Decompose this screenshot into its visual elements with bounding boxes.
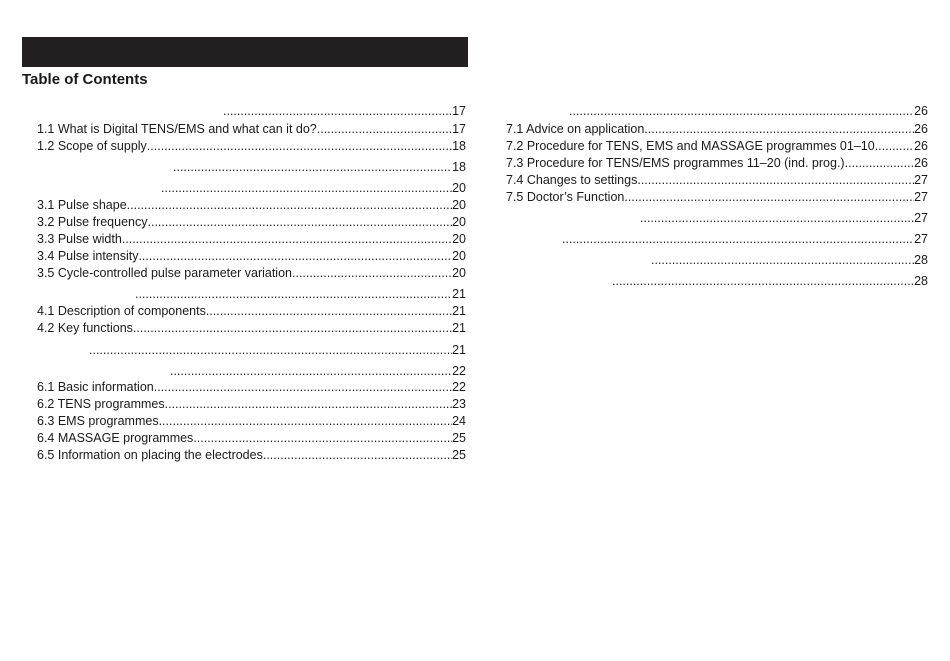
toc-entry[interactable] (37, 430, 466, 447)
toc-page-number: 20 (452, 198, 466, 212)
toc-entry[interactable] (37, 248, 466, 265)
toc-dot-leader (173, 159, 452, 176)
toc-dot-leader (223, 103, 452, 120)
toc-chapter-entry[interactable] (506, 273, 928, 290)
toc-entry[interactable] (37, 379, 466, 396)
toc-page-number: 28 (914, 253, 928, 267)
toc-page-number: 27 (914, 232, 928, 246)
toc-entry[interactable] (506, 172, 928, 189)
toc-dot-leader (263, 447, 452, 464)
toc-page-number: 20 (452, 215, 466, 229)
toc-entry-label: 6.2 TENS programmes (37, 397, 165, 411)
toc-entry[interactable] (37, 214, 466, 231)
toc-page-number: 21 (452, 321, 466, 335)
toc-page-number: 22 (452, 380, 466, 394)
toc-chapter-entry[interactable] (37, 286, 466, 303)
toc-dot-leader (875, 138, 914, 155)
toc-entry-label: 7.4 Changes to settings (506, 173, 638, 187)
toc-dot-leader (206, 303, 452, 320)
toc-page-number: 22 (452, 364, 466, 378)
toc-entry-label: 1.2 Scope of supply (37, 139, 147, 153)
toc-page-number: 27 (914, 211, 928, 225)
toc-entry[interactable] (37, 320, 466, 337)
toc-page-number: 24 (452, 414, 466, 428)
toc-entry[interactable] (506, 189, 928, 206)
toc-entry-label: 3.5 Cycle-controlled pulse parameter variation (37, 266, 292, 280)
toc-dot-leader (193, 430, 452, 447)
toc-entry[interactable] (506, 121, 928, 138)
toc-entry-label: 1.1 What is Digital TENS/EMS and what can it do? (37, 122, 317, 136)
toc-page-number: 17 (452, 122, 466, 136)
toc-entry-label: 4.2 Key functions (37, 321, 133, 335)
toc-dot-leader (148, 214, 453, 231)
toc-entry[interactable] (37, 396, 466, 413)
toc-dot-leader (147, 138, 452, 155)
toc-page-number: 20 (452, 249, 466, 263)
toc-chapter-entry[interactable] (37, 103, 466, 120)
toc-dot-leader (637, 172, 914, 189)
toc-page-number: 26 (914, 122, 928, 136)
toc-chapter-entry[interactable] (506, 103, 928, 120)
toc-dot-leader (651, 252, 914, 269)
toc-page-number: 23 (452, 397, 466, 411)
toc-entry-label: 7.5 Doctor’s Function (506, 190, 625, 204)
toc-dot-leader (170, 363, 452, 380)
toc-chapter-entry[interactable] (506, 231, 928, 248)
toc-dot-leader (612, 273, 914, 290)
toc-dot-leader (562, 231, 914, 248)
toc-entry-label: 6.3 EMS programmes (37, 414, 159, 428)
toc-dot-leader (845, 155, 915, 172)
toc-title: Table of Contents (22, 71, 148, 88)
toc-entry-label: 7.3 Procedure for TENS/EMS programmes 11–20 (ind. prog.) (506, 156, 845, 170)
toc-entry[interactable] (37, 265, 466, 282)
toc-dot-leader (165, 396, 452, 413)
toc-chapter-entry[interactable] (506, 252, 928, 269)
toc-page-number: 17 (452, 104, 466, 118)
toc-entry[interactable] (37, 447, 466, 464)
toc-entry-label: 3.1 Pulse shape (37, 198, 127, 212)
toc-dot-leader (127, 197, 452, 214)
toc-dot-leader (138, 248, 452, 265)
toc-entry[interactable] (37, 231, 466, 248)
toc-dot-leader (644, 121, 914, 138)
toc-entry-label: 7.1 Advice on application (506, 122, 645, 136)
toc-entry[interactable] (506, 138, 928, 155)
toc-entry[interactable] (37, 138, 466, 155)
header-bar (22, 37, 468, 67)
toc-page-number: 21 (452, 287, 466, 301)
toc-page-number: 25 (452, 431, 466, 445)
toc-entry-label: 6.5 Information on placing the electrodes (37, 448, 263, 462)
toc-dot-leader (154, 379, 452, 396)
toc-page-number: 26 (914, 104, 928, 118)
toc-dot-leader (135, 286, 452, 303)
toc-chapter-entry[interactable] (37, 363, 466, 380)
toc-page-number: 27 (914, 190, 928, 204)
toc-entry-label: 7.2 Procedure for TENS, EMS and MASSAGE programmes 01–10 (506, 139, 875, 153)
toc-dot-leader (640, 210, 914, 227)
toc-page-number: 21 (452, 304, 466, 318)
toc-page-number: 26 (914, 156, 928, 170)
toc-entry-label: 3.3 Pulse width (37, 232, 122, 246)
toc-dot-leader (161, 180, 452, 197)
toc-entry-label: 4.1 Description of components (37, 304, 206, 318)
toc-entry[interactable] (506, 155, 928, 172)
toc-entry-label: 6.1 Basic information (37, 380, 154, 394)
toc-dot-leader (122, 231, 452, 248)
toc-page-number: 28 (914, 274, 928, 288)
toc-page-number: 26 (914, 139, 928, 153)
toc-page-number: 25 (452, 448, 466, 462)
toc-dot-leader (569, 103, 914, 120)
toc-dot-leader (317, 121, 452, 138)
toc-page-number: 20 (452, 181, 466, 195)
toc-page-number: 18 (452, 160, 466, 174)
toc-entry[interactable] (37, 197, 466, 214)
toc-entry[interactable] (37, 121, 466, 138)
toc-chapter-entry[interactable] (37, 342, 466, 359)
toc-page-number: 27 (914, 173, 928, 187)
toc-page-number: 18 (452, 139, 466, 153)
toc-dot-leader (159, 413, 453, 430)
toc-page-number: 21 (452, 343, 466, 357)
toc-entry[interactable] (37, 303, 466, 320)
toc-entry[interactable] (37, 413, 466, 430)
toc-dot-leader (292, 265, 452, 282)
toc-chapter-entry[interactable] (37, 159, 466, 176)
toc-dot-leader (133, 320, 452, 337)
toc-chapter-entry[interactable] (506, 210, 928, 227)
toc-entry-label: 6.4 MASSAGE programmes (37, 431, 194, 445)
toc-dot-leader (624, 189, 914, 206)
toc-page-number: 20 (452, 266, 466, 280)
toc-page-number: 20 (452, 232, 466, 246)
toc-dot-leader (89, 342, 452, 359)
toc-entry-label: 3.2 Pulse frequency (37, 215, 148, 229)
toc-entry-label: 3.4 Pulse intensity (37, 249, 139, 263)
toc-chapter-entry[interactable] (37, 180, 466, 197)
